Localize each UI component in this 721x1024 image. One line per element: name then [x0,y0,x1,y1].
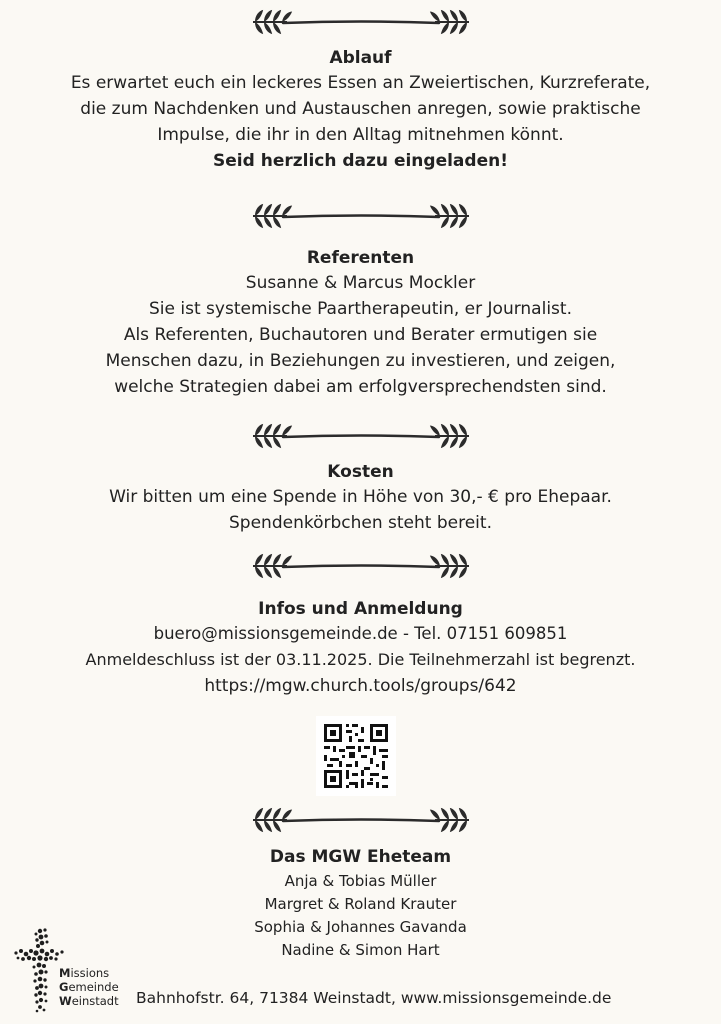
section-title: Kosten [327,462,394,482]
laurel-divider-icon [241,2,481,42]
section-kosten [0,460,721,536]
logo-wordmark: Missions Gemeinde Weinstadt [59,966,119,1008]
body-line: Als Referenten, Buchautoren und Berater ermutigen sie [123,325,598,345]
laurel-divider-icon [241,546,481,586]
laurel-divider-icon [241,416,481,456]
body-line: Susanne & Marcus Mockler [245,273,476,293]
deadline-line: Anmeldeschluss ist der 03.11.2025. Die Teilnehmerzahl ist begrenzt. [85,650,636,669]
laurel-divider-icon [241,800,481,840]
body-line: Wir bitten um eine Spende in Höhe von 30,- € pro Ehepaar. [109,487,612,507]
body-line: die zum Nachdenken und Austauschen anregen, sowie praktische [80,99,641,119]
qr-code-icon[interactable] [316,716,396,796]
section-infos [0,597,721,699]
body-line: welche Strategien dabei am erfolgversprechendsten sind. [114,377,607,397]
section-ablauf [0,46,721,174]
section-title: Referenten [306,248,415,268]
team-member: Sophia & Johannes Gavanda [254,918,467,936]
laurel-divider-icon [241,196,481,236]
section-referenten [0,246,721,400]
section-title: Ablauf [329,48,392,68]
registration-link[interactable]: https://mgw.church.tools/groups/642 [204,676,517,696]
body-line: Es erwartet euch ein leckeres Essen an Zweiertischen, Kurzreferate, [70,73,651,93]
invitation-text: Seid herzlich dazu eingeladen! [213,151,508,171]
body-line: Spendenkörbchen steht bereit. [229,513,492,533]
contact-line[interactable]: buero@missionsgemeinde.de - Tel. 07151 609851 [153,624,568,643]
footer-address: Bahnhofstr. 64, 71384 Weinstadt, www.missionsgemeinde.de [136,989,612,1007]
team-member: Margret & Roland Krauter [264,895,457,913]
section-title: Infos und Anmeldung [258,599,463,619]
team-member: Anja & Tobias Müller [284,872,437,890]
section-title: Das MGW Eheteam [269,847,452,867]
body-line: Sie ist systemische Paartherapeutin, er Journalist. [149,299,572,319]
body-line: Impulse, die ihr in den Alltag mitnehmen könnt. [157,125,564,145]
body-line: Menschen dazu, in Beziehungen zu investieren, und zeigen, [105,351,616,371]
team-member: Nadine & Simon Hart [281,941,440,959]
